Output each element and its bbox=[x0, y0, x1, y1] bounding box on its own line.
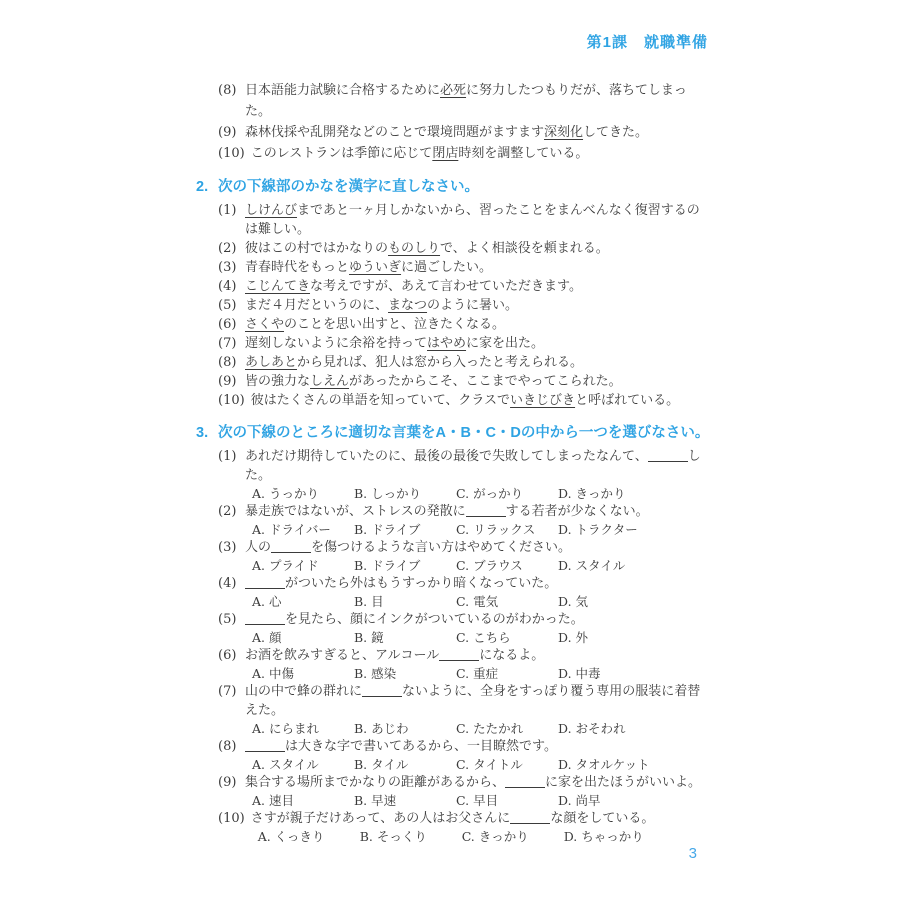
choice-option: A. ドライバー bbox=[252, 522, 331, 537]
sentence-text: がついたら外はもうすっかり暗くなっていた。 bbox=[285, 576, 558, 591]
sentence-text: た。 bbox=[245, 468, 272, 483]
choice-option: D. トラクター bbox=[558, 522, 638, 537]
choices-row bbox=[245, 793, 712, 808]
item-sentence bbox=[245, 258, 712, 277]
exercise-item bbox=[196, 372, 712, 391]
item-sentence bbox=[245, 239, 712, 258]
choice-option: B. タイル bbox=[354, 757, 409, 772]
section3-heading bbox=[196, 423, 712, 443]
choice-option: C. タイトル bbox=[456, 757, 523, 772]
choice-option: D. タオルケット bbox=[558, 757, 650, 772]
choice-option: B. あじわ bbox=[354, 721, 409, 736]
item-body bbox=[245, 201, 712, 239]
item-body bbox=[245, 502, 712, 538]
item-body bbox=[245, 574, 712, 610]
exercise-item bbox=[196, 391, 712, 410]
exercise-item bbox=[196, 538, 712, 574]
exercise-item bbox=[196, 682, 712, 737]
item-body bbox=[245, 682, 712, 737]
sentence-text: まであと一ヶ月しかないから、習ったことをまんべんなく復習するの bbox=[297, 203, 700, 218]
item-sentence bbox=[245, 122, 712, 143]
item-number: (3) bbox=[218, 540, 237, 555]
item-number: (1) bbox=[218, 203, 237, 218]
item-body bbox=[245, 239, 712, 258]
sentence-text: のことを思い出すと、泣きたくなる。 bbox=[284, 317, 506, 332]
item-sentence bbox=[245, 737, 712, 756]
exercise-item bbox=[196, 277, 712, 296]
sentence-text: してきた。 bbox=[583, 125, 649, 140]
choices-row bbox=[251, 829, 712, 844]
sentence-text: さすが親子だけあって、あの人はお父さんに bbox=[250, 811, 511, 826]
chapter-header: 第1課 就職準備 bbox=[586, 34, 708, 51]
choice-option: C. がっかり bbox=[456, 486, 524, 501]
item-body bbox=[245, 538, 712, 574]
choice-option: D. おそわれ bbox=[558, 721, 626, 736]
sentence-text: があったからこそ、ここまでやってこられた。 bbox=[349, 374, 622, 389]
item-sentence bbox=[245, 315, 712, 334]
sentence-text: 遅刻しないように余裕を持って bbox=[245, 336, 428, 351]
choice-option: B. ドライブ bbox=[354, 558, 421, 573]
sentence-text: を見たら、顔にインクがついているのがわかった。 bbox=[285, 612, 584, 627]
item-sentence bbox=[245, 201, 712, 239]
choice-option: A. うっかり bbox=[252, 486, 319, 501]
choices-row bbox=[245, 666, 712, 681]
sentence-text: お酒を飲みすぎると、アルコール bbox=[245, 648, 440, 663]
item-sentence bbox=[245, 447, 712, 485]
item-number: (3) bbox=[218, 260, 237, 275]
exercise-item bbox=[196, 809, 712, 845]
item-body bbox=[251, 143, 712, 164]
underlined-word: さくや bbox=[245, 317, 285, 332]
item-sentence bbox=[245, 646, 712, 665]
choice-option: A. プライド bbox=[252, 558, 319, 573]
exercise-item bbox=[196, 646, 712, 682]
page-content bbox=[196, 80, 712, 845]
item-sentence bbox=[251, 809, 712, 828]
exercise-item bbox=[196, 502, 712, 538]
item-sentence bbox=[245, 372, 712, 391]
choice-option: A. 心 bbox=[252, 594, 282, 609]
choice-option: A. 顔 bbox=[252, 630, 282, 645]
exercise-item bbox=[196, 201, 712, 239]
item-sentence bbox=[245, 296, 712, 315]
section2-heading-text: 次の下線部のかなを漢字に直しなさい。 bbox=[218, 179, 479, 195]
choice-option: A. 速目 bbox=[252, 793, 294, 808]
exercise-item bbox=[196, 574, 712, 610]
item-body bbox=[245, 773, 712, 809]
choice-option: C. ブラウス bbox=[456, 558, 523, 573]
sentence-text: 森林伐採や乱開発などのことで環境問題がますます bbox=[245, 125, 545, 140]
underlined-word: あしあと bbox=[245, 355, 298, 370]
item-number: (1) bbox=[218, 449, 237, 464]
item-sentence bbox=[251, 143, 712, 164]
choice-option: A. にらまれ bbox=[252, 721, 319, 736]
item-number: (9) bbox=[218, 125, 237, 140]
sentence-text: に努力したつもりだが、落ちてしまった。 bbox=[245, 83, 687, 119]
exercise-item bbox=[196, 334, 712, 353]
item-number: (8) bbox=[218, 83, 237, 98]
item-number: (6) bbox=[218, 317, 237, 332]
choices-row bbox=[245, 558, 712, 573]
answer-blank bbox=[245, 577, 285, 589]
item-number: (6) bbox=[218, 648, 237, 663]
choice-option: D. 気 bbox=[558, 594, 589, 609]
sentence-text: 青春時代をもっと bbox=[245, 260, 350, 275]
underlined-word: ものしり bbox=[388, 241, 441, 256]
choice-option: D. 尚早 bbox=[558, 793, 601, 808]
sentence-text: このレストランは季節に応じて bbox=[250, 146, 433, 161]
answer-blank bbox=[466, 505, 506, 517]
answer-blank bbox=[510, 812, 550, 824]
section2-number: 2. bbox=[196, 179, 209, 195]
item-number: (5) bbox=[218, 612, 237, 627]
choices-row bbox=[245, 757, 712, 772]
sentence-text: に家を出た。 bbox=[466, 336, 545, 351]
choice-option: D. きっかり bbox=[558, 486, 626, 501]
item-body bbox=[251, 391, 712, 410]
sentence-text: 暴走族ではないが、ストレスの発散に bbox=[245, 504, 466, 519]
sentence-text: 彼はたくさんの単語を知っていて、クラスで bbox=[250, 393, 511, 408]
choice-option: D. 中毒 bbox=[558, 666, 601, 681]
exercise-item bbox=[196, 296, 712, 315]
exercise-item bbox=[196, 258, 712, 277]
item-body bbox=[245, 296, 712, 315]
sentence-text: 人の bbox=[245, 540, 272, 555]
sentence-text: と呼ばれている。 bbox=[575, 393, 680, 408]
choice-option: A. 中傷 bbox=[252, 666, 294, 681]
section1-items bbox=[196, 80, 712, 164]
sentence-text: な考えですが、あえて言わせていただきます。 bbox=[310, 279, 582, 294]
sentence-text: は難しい。 bbox=[245, 222, 311, 237]
sentence-text: 山の中で蜂の群れに bbox=[245, 684, 363, 699]
sentence-text: する若者が少なくない。 bbox=[505, 504, 649, 519]
exercise-item bbox=[196, 447, 712, 502]
underlined-word: 深刻化 bbox=[544, 125, 584, 140]
choice-option: C. リラックス bbox=[456, 522, 536, 537]
choice-option: C. 電気 bbox=[456, 594, 499, 609]
section3-number: 3. bbox=[196, 425, 209, 441]
item-sentence bbox=[245, 610, 712, 629]
item-number: (10) bbox=[218, 146, 245, 161]
item-sentence bbox=[245, 334, 712, 353]
item-number: (9) bbox=[218, 374, 237, 389]
item-body bbox=[245, 447, 712, 502]
section2-items bbox=[196, 201, 712, 410]
choice-option: B. 早速 bbox=[354, 793, 397, 808]
choice-option: D. 外 bbox=[558, 630, 589, 645]
choice-option: B. 鏡 bbox=[354, 630, 384, 645]
choice-option: D. スタイル bbox=[558, 558, 626, 573]
answer-blank bbox=[362, 685, 402, 697]
sentence-text: になるよ。 bbox=[479, 648, 545, 663]
page-number: 3 bbox=[688, 845, 697, 862]
item-number: (2) bbox=[218, 241, 237, 256]
item-body bbox=[251, 809, 712, 845]
underlined-word: いきじびき bbox=[510, 393, 576, 408]
item-body bbox=[245, 610, 712, 646]
exercise-item bbox=[196, 315, 712, 334]
item-body bbox=[245, 258, 712, 277]
choice-option: C. 重症 bbox=[456, 666, 499, 681]
item-body bbox=[245, 315, 712, 334]
sentence-text: えた。 bbox=[245, 703, 285, 718]
sentence-text: 彼はこの村ではかなりの bbox=[245, 241, 389, 256]
choice-option: B. 感染 bbox=[354, 666, 397, 681]
sentence-text: な顔をしている。 bbox=[550, 811, 655, 826]
sentence-text: ないように、全身をすっぽり覆う専用の服装に着替 bbox=[402, 684, 701, 699]
exercise-item bbox=[196, 737, 712, 773]
underlined-word: はやめ bbox=[427, 336, 467, 351]
choice-option: C. たたかれ bbox=[456, 721, 524, 736]
exercise-item bbox=[196, 773, 712, 809]
answer-blank bbox=[439, 649, 479, 661]
answer-blank bbox=[245, 613, 285, 625]
section2-heading bbox=[196, 177, 712, 197]
choice-option: B. ドライブ bbox=[354, 522, 421, 537]
exercise-item bbox=[196, 610, 712, 646]
sentence-text: 時刻を調整している。 bbox=[458, 146, 589, 161]
choices-row bbox=[245, 721, 712, 736]
item-sentence bbox=[245, 353, 712, 372]
choice-option: C. こちら bbox=[456, 630, 511, 645]
item-body bbox=[245, 277, 712, 296]
item-sentence bbox=[245, 277, 712, 296]
item-number: (4) bbox=[218, 576, 237, 591]
choices-row bbox=[245, 522, 712, 537]
sentence-text: に家を出たほうがいいよ。 bbox=[545, 775, 702, 790]
item-number: (5) bbox=[218, 298, 237, 313]
item-number: (7) bbox=[218, 336, 237, 351]
choice-option: C. きっかり bbox=[461, 829, 529, 844]
choice-option: A. くっきり bbox=[257, 829, 325, 844]
underlined-word: こじんてき bbox=[245, 279, 311, 294]
item-sentence bbox=[245, 80, 712, 122]
choice-option: B. そっくり bbox=[359, 829, 427, 844]
section3-heading-text: 次の下線のところに適切な言葉をA・B・C・Dの中から一つを選びなさい。 bbox=[218, 425, 710, 441]
item-body bbox=[245, 646, 712, 682]
sentence-text: まだ４月だというのに、 bbox=[245, 298, 389, 313]
sentence-text: に過ごしたい。 bbox=[401, 260, 493, 275]
exercise-item bbox=[196, 122, 712, 143]
underlined-word: しけんび bbox=[245, 203, 298, 218]
underlined-word: まなつ bbox=[388, 298, 428, 313]
sentence-text: から見れば、犯人は窓から入ったと考えられる。 bbox=[297, 355, 584, 370]
item-body bbox=[245, 80, 712, 122]
item-sentence bbox=[251, 391, 712, 410]
choice-option: C. 早目 bbox=[456, 793, 499, 808]
item-number: (7) bbox=[218, 684, 237, 699]
exercise-item bbox=[196, 80, 712, 122]
section3-items bbox=[196, 447, 712, 845]
answer-blank bbox=[505, 776, 545, 788]
item-number: (4) bbox=[218, 279, 237, 294]
item-body bbox=[245, 334, 712, 353]
item-number: (10) bbox=[218, 393, 245, 408]
sentence-text: 集合する場所までかなりの距離があるから、 bbox=[245, 775, 506, 790]
item-sentence bbox=[245, 538, 712, 557]
sentence-text: あれだけ期待していたのに、最後の最後で失敗してしまったなんて、 bbox=[245, 449, 648, 464]
sentence-text: は大きな字で書いてあるから、一目瞭然です。 bbox=[285, 739, 557, 754]
sentence-text: 日本語能力試験に合格するために bbox=[245, 83, 441, 98]
underlined-word: 閉店 bbox=[432, 146, 459, 161]
sentence-text: 皆の強力な bbox=[245, 374, 311, 389]
item-body bbox=[245, 737, 712, 773]
choice-option: B. しっかり bbox=[354, 486, 422, 501]
exercise-item bbox=[196, 239, 712, 258]
exercise-item bbox=[196, 353, 712, 372]
choices-row bbox=[245, 630, 712, 645]
choices-row bbox=[245, 486, 712, 501]
item-number: (8) bbox=[218, 355, 237, 370]
sentence-text: し bbox=[687, 449, 701, 464]
item-sentence bbox=[245, 502, 712, 521]
answer-blank bbox=[648, 450, 688, 462]
choice-option: D. ちゃっかり bbox=[563, 829, 644, 844]
sentence-text: を傷つけるような言い方はやめてください。 bbox=[311, 540, 572, 555]
item-number: (9) bbox=[218, 775, 237, 790]
item-sentence bbox=[245, 773, 712, 792]
item-body bbox=[245, 122, 712, 143]
choice-option: B. 目 bbox=[354, 594, 384, 609]
item-body bbox=[245, 372, 712, 391]
item-sentence bbox=[245, 574, 712, 593]
underlined-word: 必死 bbox=[440, 83, 467, 98]
item-sentence bbox=[245, 682, 712, 720]
item-body bbox=[245, 353, 712, 372]
choice-option: A. スタイル bbox=[252, 757, 319, 772]
sentence-text: のように暑い。 bbox=[427, 298, 519, 313]
item-number: (2) bbox=[218, 504, 237, 519]
underlined-word: しえん bbox=[310, 374, 350, 389]
exercise-item bbox=[196, 143, 712, 164]
answer-blank bbox=[271, 541, 311, 553]
sentence-text: で、よく相談役を頼まれる。 bbox=[440, 241, 609, 256]
item-number: (8) bbox=[218, 739, 237, 754]
item-number: (10) bbox=[218, 811, 245, 826]
answer-blank bbox=[245, 740, 285, 752]
underlined-word: ゆういぎ bbox=[349, 260, 402, 275]
choices-row bbox=[245, 594, 712, 609]
